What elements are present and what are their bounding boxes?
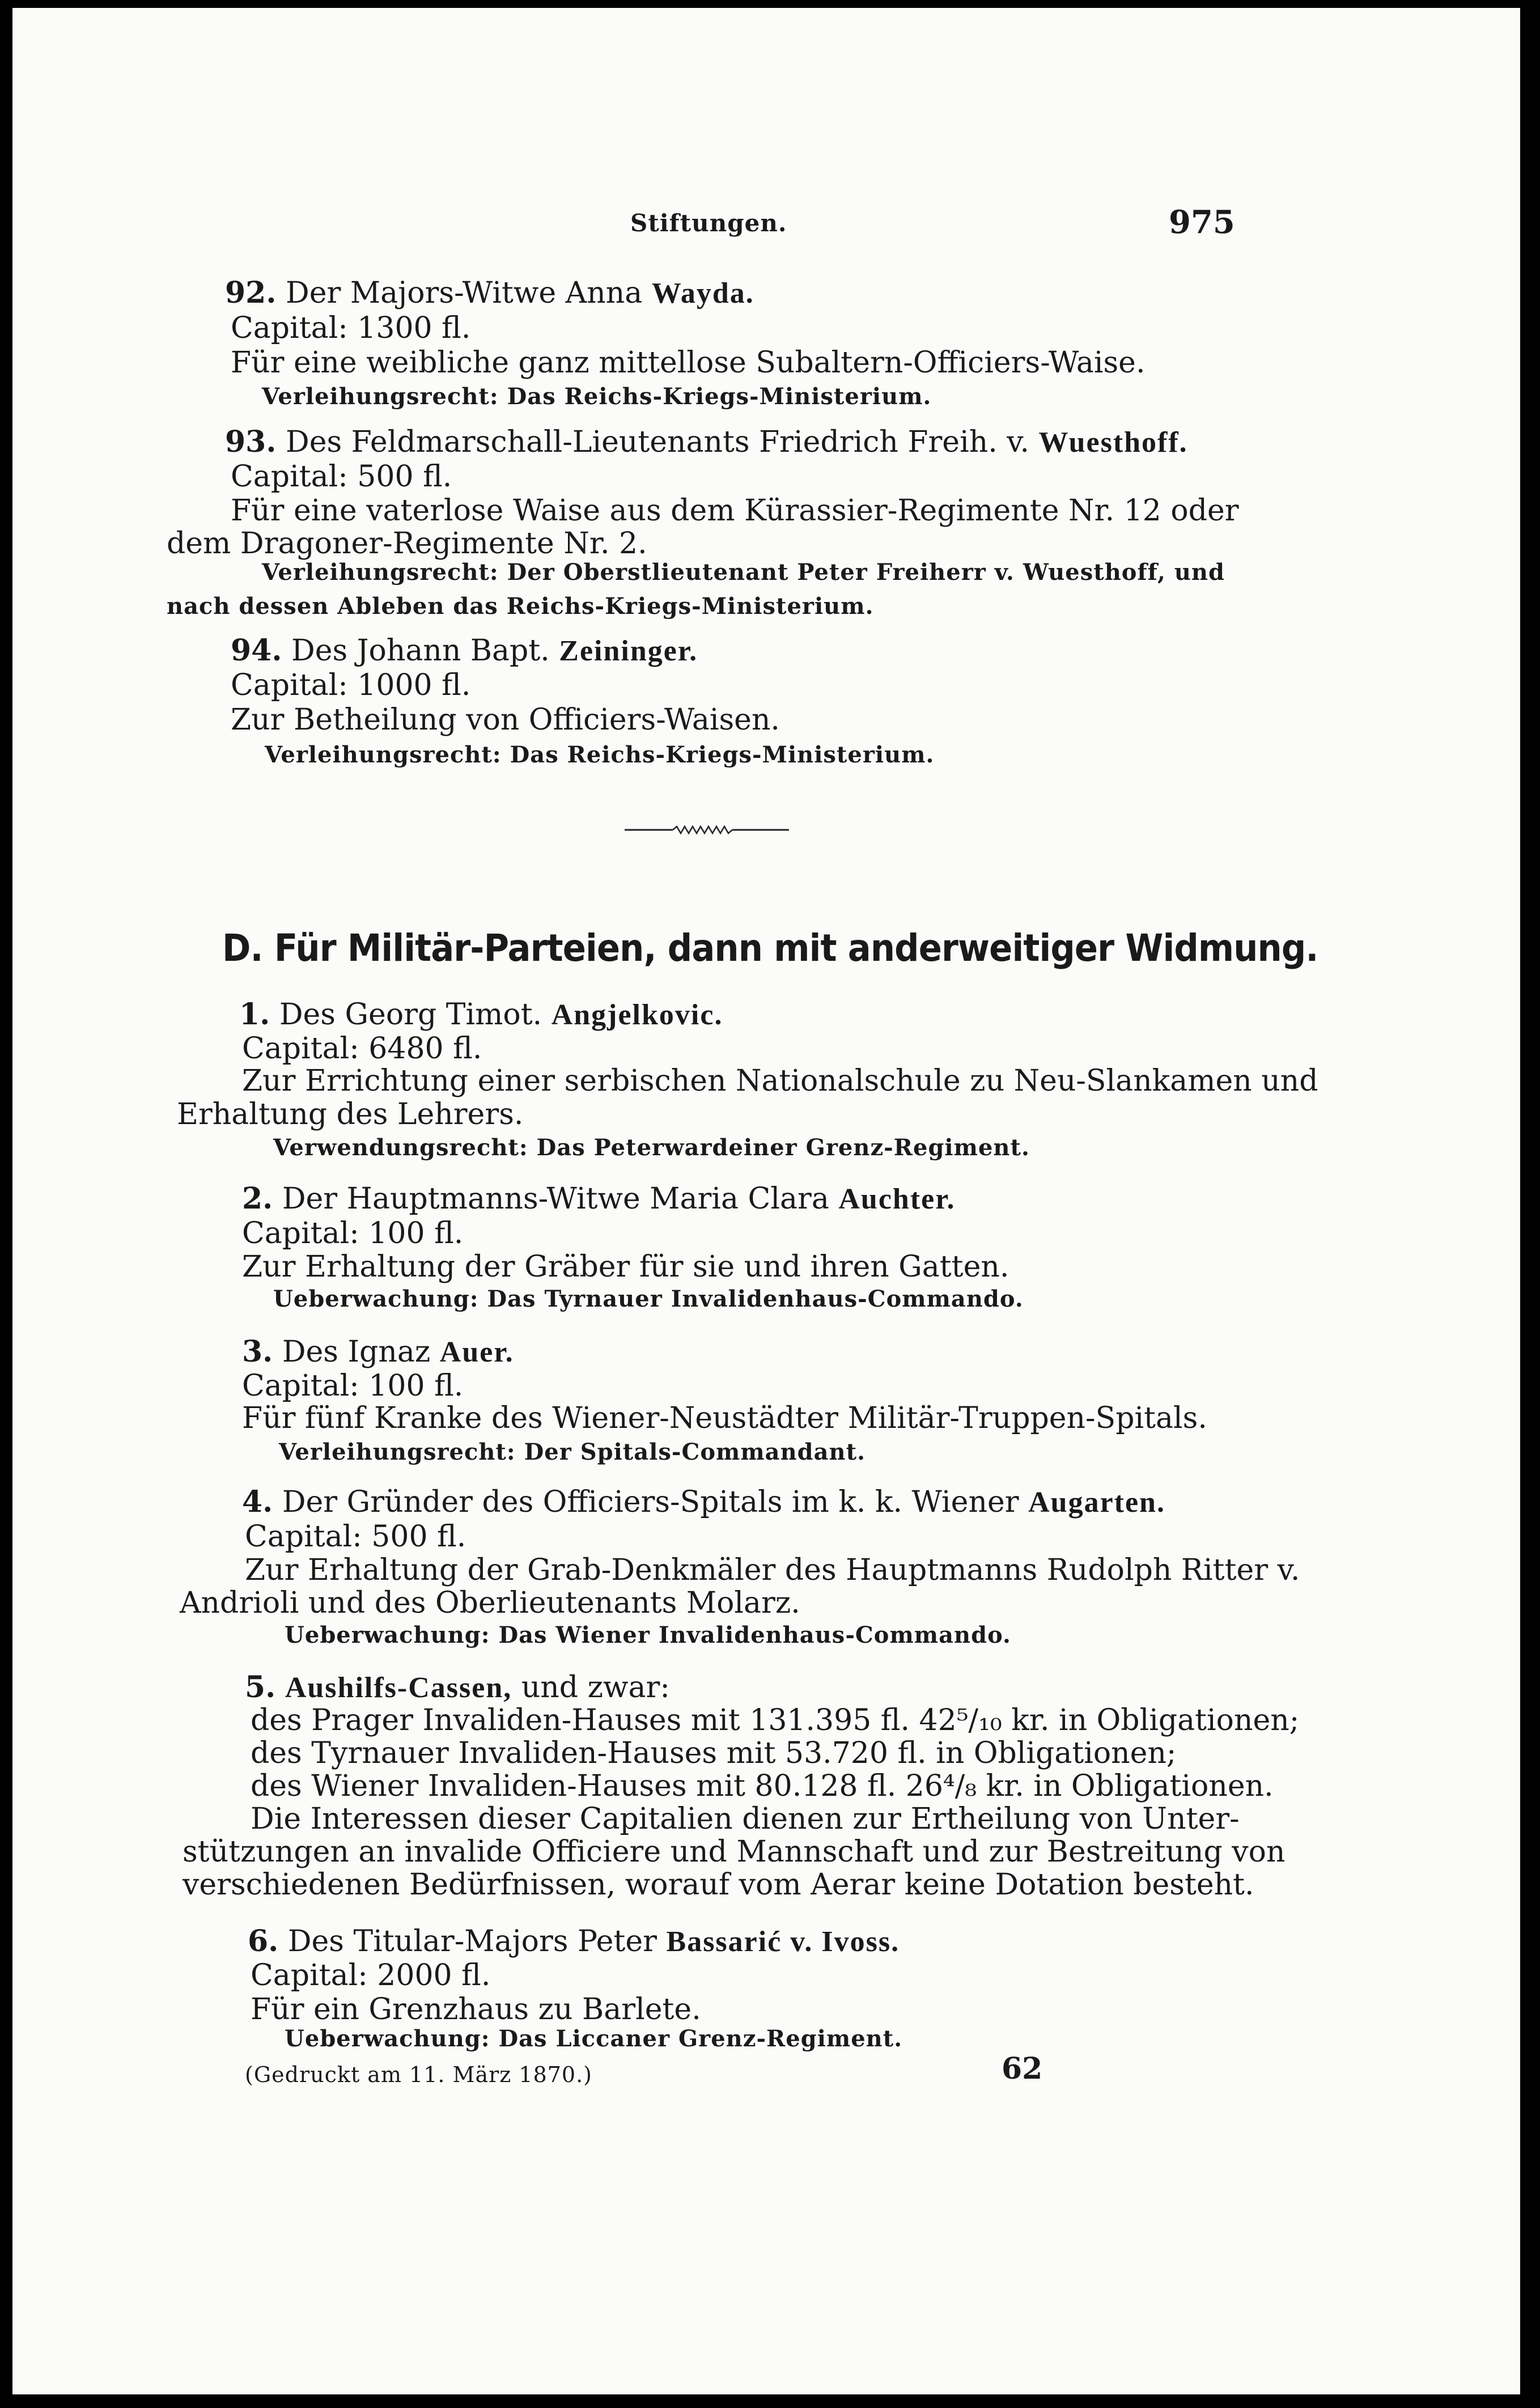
entry-capital: Capital: 1000 fl. [231, 668, 471, 702]
entry-right: Ueberwachung: Das Tyrnauer Invalidenhaus-Commando. [273, 1286, 1024, 1312]
entry-heading [225, 275, 754, 311]
entry-number: 5. [245, 1670, 276, 1705]
entry-capital: Capital: 6480 fl. [242, 1032, 482, 1066]
entry-right: Verleihungsrecht: Das Reichs-Kriegs-Ministerium. [265, 741, 935, 768]
entry-right: Verleihungsrecht: Der Spitals-Commandant. [279, 1439, 866, 1465]
signature-mark: 62 [1002, 2051, 1043, 2086]
entry-capital: Capital: 500 fl. [231, 460, 452, 494]
entry-text: dem Dragoner-Regimente Nr. 2. [167, 527, 647, 561]
entry-text: Für eine vaterlose Waise aus dem Kürassier-Regimente Nr. 12 oder [231, 494, 1239, 528]
entry-number: 2. [242, 1181, 273, 1216]
entry-text: Zur Erhaltung der Gräber für sie und ihren Gatten. [242, 1250, 1009, 1284]
entry-capital: Capital: 500 fl. [245, 1520, 466, 1554]
entry-name: Auer. [439, 1336, 514, 1368]
entry-right: Ueberwachung: Das Wiener Invalidenhaus-Commando. [285, 1622, 1011, 1648]
entry-heading [242, 1485, 1165, 1520]
entry-name: Auchter. [838, 1183, 956, 1215]
entry-heading [242, 1334, 514, 1370]
entry-text: verschiedenen Bedürfnissen, worauf vom Aerar keine Dotation besteht. [183, 1868, 1254, 1902]
entry-right: nach dessen Ableben das Reichs-Kriegs-Ministerium. [167, 593, 874, 620]
page-number: 975 [1169, 204, 1235, 241]
entry-text: Zur Erhaltung der Grab-Denkmäler des Hauptmanns Rudolph Ritter v. [245, 1553, 1300, 1587]
entry-text: Zur Errichtung einer serbischen Nationalschule zu Neu-Slankamen und [242, 1064, 1318, 1098]
entry-name: Bassarić v. Ivoss. [666, 1926, 900, 1958]
running-header: Stiftungen. [630, 209, 787, 237]
entry-text: Die Interessen dieser Capitalien dienen zur Ertheilung von Unter- [251, 1802, 1240, 1836]
entry-capital: Capital: 2000 fl. [251, 1958, 491, 1992]
entry-intro: Des Ignaz [282, 1335, 431, 1369]
section-heading: D. Für Militär-Parteien, dann mit anderweitiger Widmung. [222, 926, 1318, 970]
entry-text: Für eine weibliche ganz mittellose Subaltern-Officiers-Waise. [231, 346, 1146, 380]
entry-capital: Capital: 1300 fl. [231, 311, 471, 345]
entry-heading [239, 997, 723, 1033]
entry-name: Augarten. [1028, 1486, 1165, 1519]
entry-intro: Des Feldmarschall-Lieutenants Friedrich Freih. v. [286, 425, 1029, 459]
entry-text: des Tyrnauer Invaliden-Hauses mit 53.720 fl. in Obligationen; [251, 1736, 1177, 1770]
entry-number: 94. [231, 633, 282, 668]
entry-intro: Der Gründer des Officiers-Spitals im k. k. Wiener [282, 1485, 1019, 1519]
entry-heading [225, 425, 1188, 460]
entry-name: Wuesthoff. [1038, 426, 1188, 459]
entry-name: Aushilfs-Cassen, [285, 1672, 512, 1704]
entry-right: Verwendungsrecht: Das Peterwardeiner Grenz-Regiment. [273, 1134, 1030, 1161]
entry-capital: Capital: 100 fl. [242, 1216, 464, 1250]
entry-heading [242, 1181, 956, 1217]
entry-heading [248, 1924, 900, 1960]
entry-text: Für ein Grenzhaus zu Barlete. [251, 1992, 701, 2027]
entry-intro: und zwar: [521, 1671, 670, 1705]
entry-intro: Des Titular-Majors Peter [287, 1924, 657, 1958]
entry-number: 93. [225, 425, 277, 459]
entry-text: Andrioli und des Oberlieutenants Molarz. [180, 1586, 800, 1620]
print-imprint: (Gedruckt am 11. März 1870.) [245, 2062, 593, 2087]
entry-capital: Capital: 100 fl. [242, 1369, 464, 1403]
entry-intro: Der Majors-Witwe Anna [286, 276, 643, 310]
entry-name: Wayda. [651, 277, 754, 310]
ornamental-divider [625, 824, 789, 836]
entry-number: 4. [242, 1485, 273, 1519]
entry-text: des Wiener Invaliden-Hauses mit 80.128 fl. 26⁴/₈ kr. in Obligationen. [251, 1769, 1274, 1803]
entry-right: Verleihungsrecht: Der Oberstlieutenant Peter Freiherr v. Wuesthoff, und [262, 559, 1225, 586]
entry-intro: Des Georg Timot. [279, 998, 542, 1032]
entry-right: Ueberwachung: Das Liccaner Grenz-Regiment. [285, 2025, 903, 2052]
entry-text: Zur Betheilung von Officiers-Waisen. [231, 703, 780, 737]
entry-number: 3. [242, 1334, 273, 1369]
entry-heading [231, 633, 698, 669]
entry-number: 92. [225, 275, 277, 310]
entry-intro: Des Johann Bapt. [291, 634, 550, 668]
entry-text: Erhaltung des Lehrers. [177, 1097, 524, 1131]
book-page [12, 8, 1520, 2394]
entry-name: Angjelkovic. [551, 999, 723, 1031]
entry-text: des Prager Invaliden-Hauses mit 131.395 fl. 42⁵/₁₀ kr. in Obligationen; [251, 1703, 1300, 1737]
entry-intro: Der Hauptmanns-Witwe Maria Clara [282, 1182, 829, 1216]
entry-name: Zeininger. [559, 635, 698, 667]
entry-heading [245, 1670, 670, 1706]
entry-number: 6. [248, 1924, 279, 1958]
entry-number: 1. [239, 997, 270, 1032]
entry-text: stützungen an invalide Officiere und Mannschaft und zur Bestreitung von [183, 1835, 1286, 1869]
entry-right: Verleihungsrecht: Das Reichs-Kriegs-Ministerium. [262, 383, 932, 410]
entry-text: Für fünf Kranke des Wiener-Neustädter Militär-Truppen-Spitals. [242, 1401, 1207, 1435]
